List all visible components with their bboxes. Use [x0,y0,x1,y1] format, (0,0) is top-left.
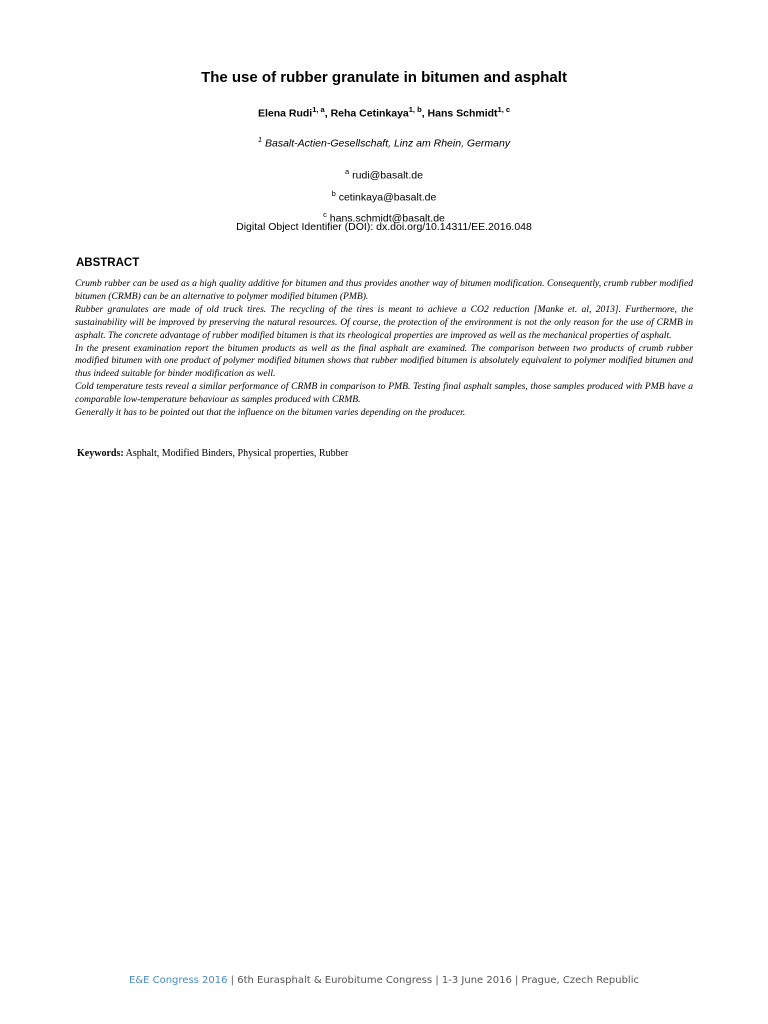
email-line [0,185,768,207]
abstract-body [75,278,693,420]
abstract-paragraph: Rubber granulates are made of old truck tires. The recycling of the tires is meant to achieve a CO2 reduction [Manke et. al, 2013]. Furthermore, the sustainability will be improved by preserving the natural resources. Of course, the protection of the environment is not the only reason for the use of CRMB in asphalt. The concrete advantage of rubber modified bitumen is that its rheological properties are improved as well as the mechanical properties of asphalt. [75,303,693,341]
email-superscript: b [331,188,336,198]
author-superscript: 1, a [312,105,325,114]
keywords-line [77,448,348,459]
affiliation-text: Basalt-Actien-Gesellschaft, Linz am Rhein, Germany [264,137,511,150]
abstract-paragraph: Crumb rubber can be used as a high quality additive for bitumen and thus provides another way of bitumen modification. Consequently, crumb rubber modified bitumen (CRMB) can be an alternative to polymer modified bitumen (PMB). [75,278,693,302]
author-separator: , [421,107,428,120]
email-address: rudi@basalt.de [352,169,423,182]
author-separator: , [324,107,331,120]
affiliation-superscript: 1 [257,135,263,144]
email-address: hans.schmidt@basalt.de [329,212,445,225]
email-superscript: a [345,167,350,176]
email-list [0,163,768,228]
author-name: Hans Schmidt [427,107,498,120]
author-name: Elena Rudi [257,107,313,120]
author-superscript: 1, c [497,105,511,114]
abstract-paragraph: In the present examination report the bitumen products as well as the final asphalt are examined. The comparison between two products of crumb rubber modified bitumen with one product of polymer modified bitumen shows that rubber modified bitumen is absolutely equivalent to polymer modified bitumen and thus indeed suitable for binder modification as well. [75,342,693,380]
abstract-paragraph: Generally it has to be pointed out that the influence on the bitumen varies depending on the producer. [75,407,466,419]
email-line [0,163,768,185]
affiliation [0,135,768,150]
keywords-label: Keywords: [77,448,124,459]
author-name: Reha Cetinkaya [330,107,409,120]
email-address: cetinkaya@basalt.de [338,191,437,203]
abstract-paragraph: Cold temperature tests reveal a similar performance of CRMB in comparison to PMB. Testing final asphalt samples, those samples produced with PMB have a comparable low-temperature behaviour as samples produced with CRMB. [75,381,693,406]
author-superscript: 1, b [408,105,422,114]
footer-details: | 6th Eurasphalt & Eurobitume Congress | 1-3 June 2016 | Prague, Czech Republic [227,975,639,986]
footer-congress-name: E&E Congress 2016 [129,975,228,986]
author-list [0,105,768,120]
keywords-list: Asphalt, Modified Binders, Physical properties, Rubber [125,448,349,459]
doi-line: Digital Object Identifier (DOI): dx.doi.org/10.14311/EE.2016.048 [236,221,532,233]
page-footer [0,975,768,986]
abstract-heading: ABSTRACT [76,257,140,269]
email-superscript: c [323,210,327,219]
paper-title: The use of rubber granulate in bitumen and asphalt [201,69,567,86]
